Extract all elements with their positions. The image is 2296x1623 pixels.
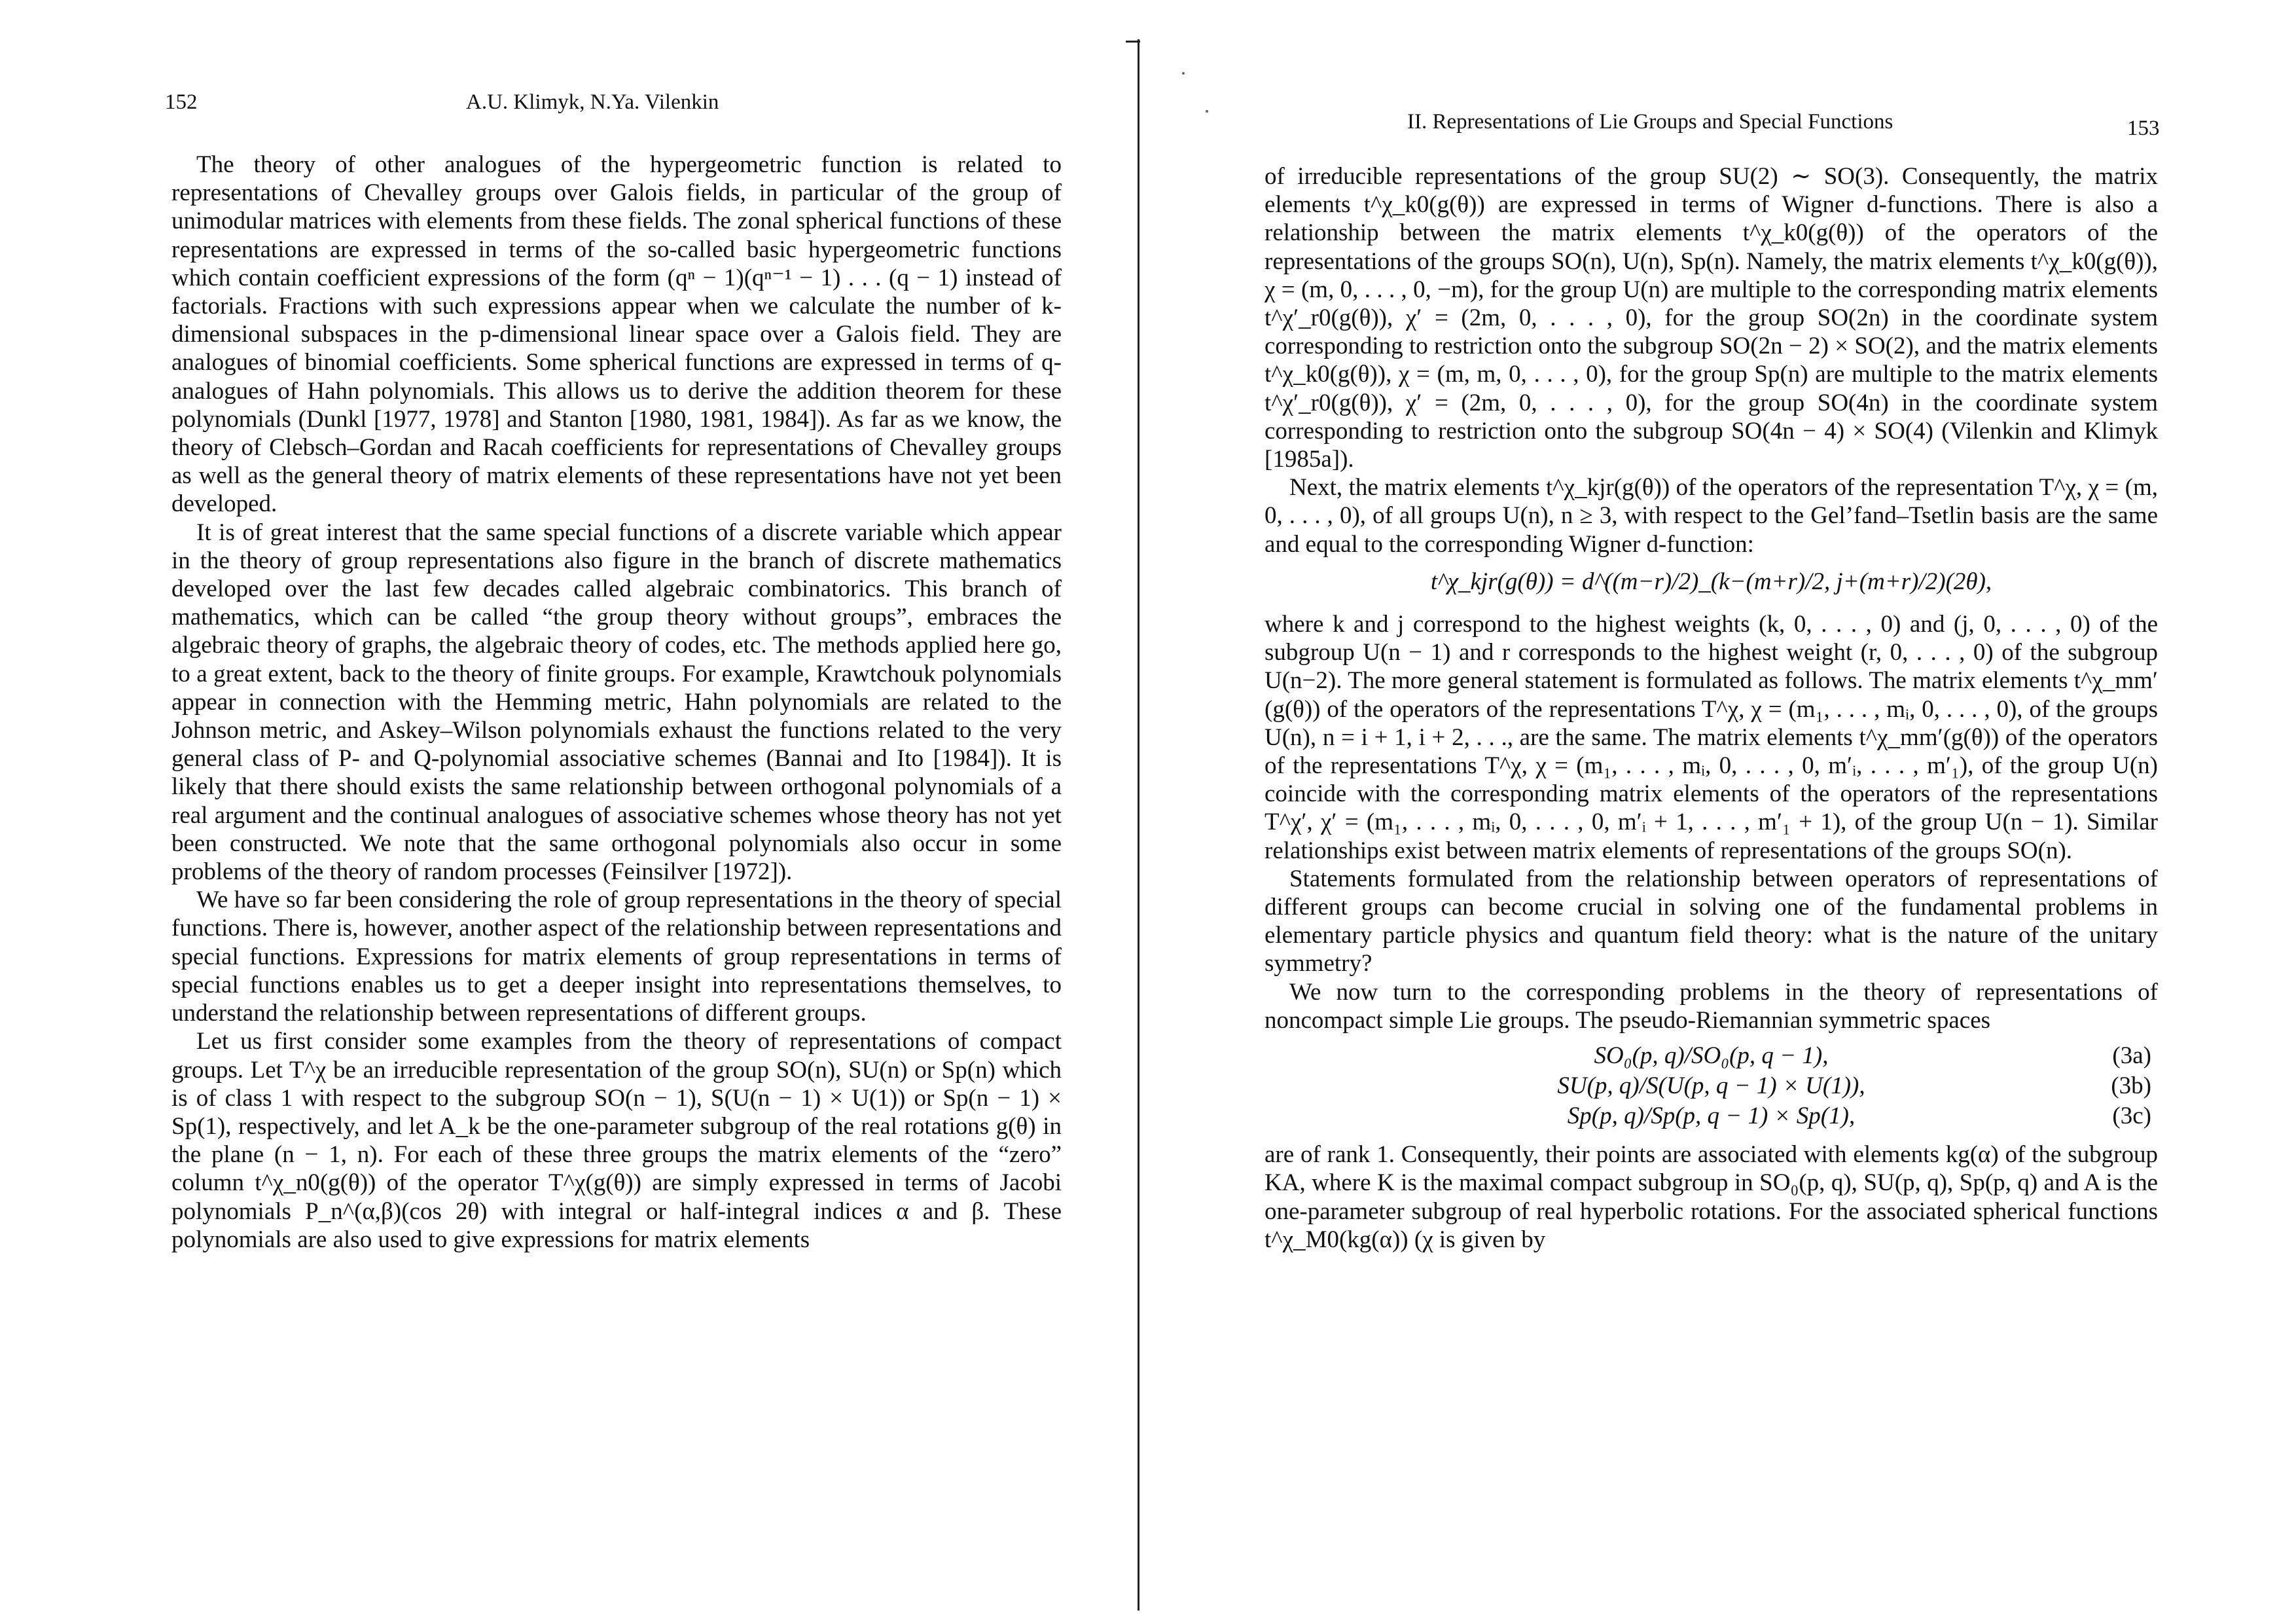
- right-paragraph-2: Next, the matrix elements t^χ_kjr(g(θ)) of the operators of the representation T^χ, χ = (m, 0, . . . , 0), of all groups U(n), n ≥ 3, with respect to the Gel’fand–Tsetlin basis are the same and equal to the corresponding Wigner d-function:: [1265, 474, 2158, 558]
- left-body: [171, 151, 1062, 1254]
- equation-label-3b: (3b): [2111, 1072, 2151, 1100]
- left-paragraph-4: Let us first consider some examples from the theory of representations of compact groups. Let T^χ be an irreducible representation of the group SO(n), SU(n) or Sp(n) which is of class 1 with respect to the subgroup SO(n − 1), S(U(n − 1) × U(1)) or Sp(n − 1) × Sp(1), respectively, and let A_k be the one-parameter subgroup of the real rotations g(θ) in the plane (n − 1, n). For each of these three groups the matrix elements of the “zero” column t^χ_n0(g(θ)) of the operator T^χ(g(θ)) are simply expressed in terms of Jacobi polynomials P_n^(α,β)(cos 2θ) with integral or half-integral indices α and β. These polynomials are also used to give expressions for matrix elements: [171, 1028, 1062, 1253]
- left-page: [0, 0, 1139, 1623]
- right-paragraph-5: We now turn to the corresponding problems in the theory of representations of noncompact simple Lie groups. The pseudo-Riemannian symmetric spaces: [1265, 978, 2158, 1034]
- right-paragraph-1: of irreducible representations of the group SU(2) ∼ SO(3). Consequently, the matrix elements t^χ_k0(g(θ)) are expressed in terms of Wigner d-functions. There is also a relationship between the matrix elements t^χ_k0(g(θ)) of the operators of the representations of the groups SO(n), U(n), Sp(n). Namely, the matrix elements t^χ_k0(g(θ)), χ = (m, 0, . . . , 0, −m), for the group U(n) are multiple to the corresponding matrix elements t^χ′_r0(g(θ)), χ′ = (2m, 0, . . . , 0), for the group SO(2n) in the coordinate system corresponding to restriction onto the subgroup SO(2n − 2) × SO(2), and the matrix elements t^χ_k0(g(θ)), χ = (m, m, 0, . . . , 0), for the group Sp(n) are multiple to the matrix elements t^χ′_r0(g(θ)), χ′ = (2m, 0, . . . , 0), for the group SO(4n) in the coordinate system corresponding to restriction onto the subgroup SO(4n − 4) × SO(4) (Vilenkin and Klimyk [1985a]).: [1265, 163, 2158, 473]
- left-running-head: A.U. Klimyk, N.Ya. Vilenkin: [466, 90, 719, 114]
- wigner-equation: t^χ_kjr(g(θ)) = d^((m−r)/2)_(k−(m+r)/2, j+(m+r)/2)(2θ),: [1430, 568, 1992, 595]
- right-paragraph-3: where k and j correspond to the highest weights (k, 0, . . . , 0) and (j, 0, . . . , 0) of the subgroup U(n − 1) and r corresponds to the highest weight (r, 0, . . . , 0) of the subgroup U(n−2). The more general statement is formulated as follows. The matrix elements t^χ_mm′(g(θ)) of the operators of the representations T^χ, χ = (m₁, . . . , mᵢ, 0, . . . , 0), of the groups U(n), n = i + 1, i + 2, . . ., are the same. The matrix elements t^χ_mm′(g(θ)) of the operators of the representations T^χ, χ = (m₁, . . . , mᵢ, 0, . . . , 0, m′ᵢ, . . . , m′₁), of the group U(n) coincide with the corresponding matrix elements of the operators of the representations T^χ′, χ′ = (m₁, . . . , mᵢ, 0, . . . , 0, m′ᵢ + 1, . . . , m′₁ + 1), of the group U(n − 1). Similar relationships exist between matrix elements of representations of the groups SO(n).: [1265, 611, 2158, 864]
- left-paragraph-1: The theory of other analogues of the hypergeometric function is related to representations of Chevalley groups over Galois fields, in particular of the group of unimodular matrices with elements from these fields. The zonal spherical functions of these representations are expressed in terms of the so-called basic hypergeometric functions which contain coefficient expressions of the form (qⁿ − 1)(qⁿ⁻¹ − 1) . . . (q − 1) instead of factorials. Fractions with such expressions appear when we calculate the number of k-dimensional subspaces in the p-dimensional linear space over a Galois field. They are analogues of binomial coefficients. Some spherical functions are expressed in terms of q-analogues of Hahn polynomials. This allows us to derive the addition theorem for these polynomials (Dunkl [1977, 1978] and Stanton [1980, 1981, 1984]). As far as we know, the theory of Clebsch–Gordan and Racah coefficients for representations of Chevalley groups as well as the general theory of matrix elements of these representations have not yet been developed.: [171, 151, 1062, 518]
- equation-3b: SU(p, q)/S(U(p, q − 1) × U(1)),: [1557, 1072, 1865, 1100]
- equation-row: [1265, 1101, 2158, 1131]
- symmetric-spaces-equations: [1265, 1041, 2158, 1131]
- equation-label-3a: (3a): [2112, 1042, 2151, 1070]
- right-body: [1265, 162, 2158, 1254]
- right-running-head: II. Representations of Lie Groups and Special Functions: [1407, 110, 1893, 134]
- gutter-binding-line: [1138, 39, 1139, 1611]
- left-paragraph-2: It is of great interest that the same special functions of a discrete variable which appear in the theory of group representations also figure in the branch of discrete mathematics developed over the last few decades called algebraic combinatorics. This branch of mathematics, which can be called “the group theory without groups”, embraces the algebraic theory of graphs, the algebraic theory of codes, etc. The methods applied here go, to a great extent, back to the theory of finite groups. For example, Krawtchouk polynomials appear in connection with the Hemming metric, Hahn polynomials are related to the Johnson metric, and Askey–Wilson polynomials exhaust the functions related to the very general class of P- and Q-polynomial associative schemes (Bannai and Ito [1984]). It is likely that there should exists the same relationship between orthogonal polynomials of a real argument and the continual analogues of associative schemes whose theory has not yet been constructed. We note that the same orthogonal polynomials also occur in some problems of the theory of random processes (Feinsilver [1972]).: [171, 519, 1062, 886]
- right-page-number: 153: [2127, 117, 2160, 140]
- right-page: [1152, 0, 2296, 1623]
- right-paragraph-6: are of rank 1. Consequently, their points are associated with elements kg(α) of the subgroup KA, where K is the maximal compact subgroup in SO₀(p, q), SU(p, q), Sp(p, q) and A is the one-parameter subgroup of real hyperbolic rotations. For the associated spherical functions t^χ_M0(kg(α)) (χ is given by: [1265, 1141, 2158, 1253]
- equation-row: [1265, 1041, 2158, 1071]
- right-paragraph-4: Statements formulated from the relationship between operators of representations of different groups can become crucial in solving one of the fundamental problems in elementary particle physics and quantum field theory: what is the nature of the unitary symmetry?: [1265, 865, 2158, 977]
- equation-3c: Sp(p, q)/Sp(p, q − 1) × Sp(1),: [1567, 1103, 1856, 1130]
- equation-label-3c: (3c): [2112, 1103, 2151, 1130]
- left-paragraph-3: We have so far been considering the role of group representations in the theory of special functions. There is, however, another aspect of the relationship between representations and special functions. Expressions for matrix elements of group representations in terms of special functions enables us to get a deeper insight into representations themselves, to understand the relationship between representations of different groups.: [171, 886, 1062, 1027]
- equation-row: [1265, 1071, 2158, 1101]
- left-page-number: 152: [165, 90, 198, 114]
- equation-3a: SO₀(p, q)/SO₀(p, q − 1),: [1594, 1042, 1829, 1070]
